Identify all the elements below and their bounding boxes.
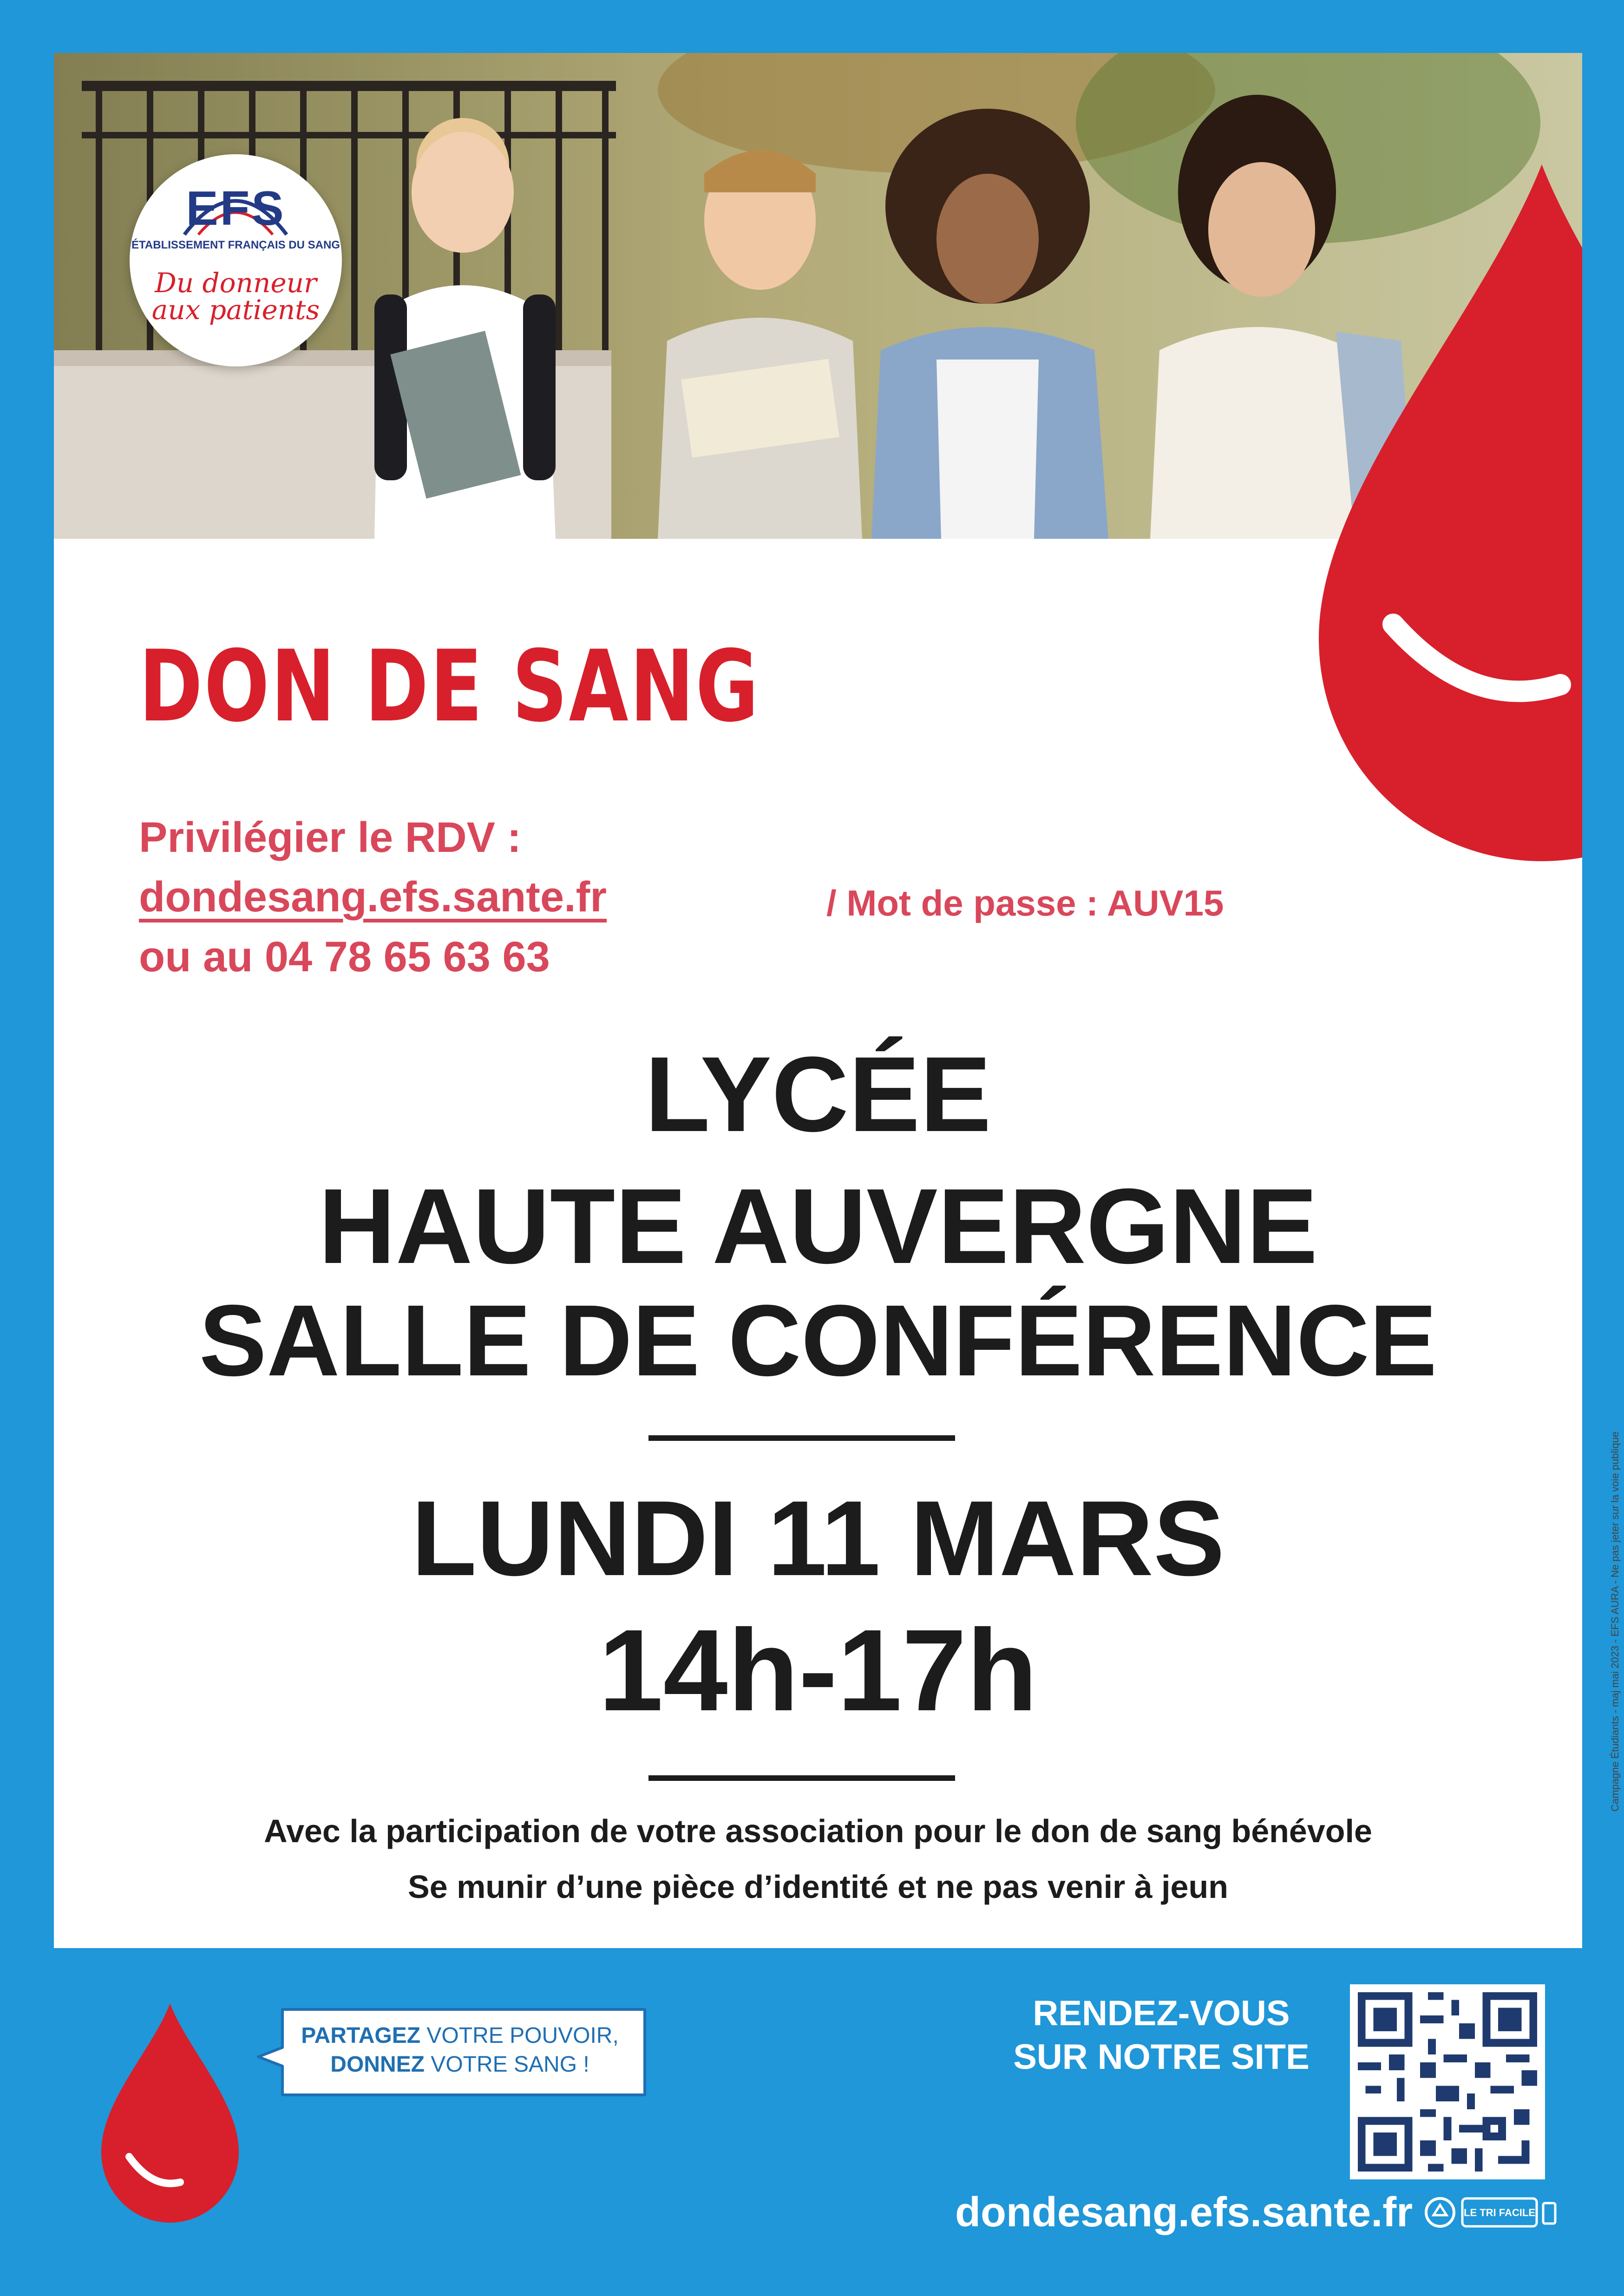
efs-logo bbox=[130, 154, 342, 366]
logo-tagline: Du donneur aux patients bbox=[151, 267, 320, 326]
speech-bubble-text bbox=[288, 2021, 632, 2079]
side-legal-text: Campagne Étudiants - maj mai 2023 - EFS AURA - Ne pas jeter sur la voie publique bbox=[1609, 1431, 1621, 1812]
cta-line-1: RENDEZ-VOUS bbox=[1033, 1994, 1290, 2033]
venue-line-2: HAUTE AUVERGNE bbox=[318, 1166, 1318, 1286]
venue-line-1: LYCÉE bbox=[645, 1034, 991, 1154]
event-time: 14h-17h bbox=[598, 1605, 1038, 1735]
white-panel bbox=[54, 53, 1582, 1948]
note-id: Se munir d’une pièce d’identité et ne pas venir à jeun bbox=[408, 1869, 1228, 1905]
cta-visit-site bbox=[999, 1992, 1324, 2079]
logo-full-name: ÉTABLISSEMENT FRANÇAIS DU SANG bbox=[131, 239, 340, 251]
divider bbox=[648, 1775, 955, 1781]
booking-phone: ou au 04 78 65 63 63 bbox=[139, 933, 550, 981]
recycling-icon bbox=[1423, 2195, 1558, 2230]
cta-line-2: SUR NOTRE SITE bbox=[1013, 2037, 1310, 2077]
qr-code-icon[interactable] bbox=[1350, 1984, 1545, 2179]
recycle-label: LE TRI FACILE bbox=[1464, 2207, 1535, 2218]
page-title: DON DE SANG bbox=[139, 629, 760, 744]
bubble-bold-2: DONNEZ bbox=[330, 2052, 425, 2077]
bubble-bold-1: PARTAGEZ bbox=[301, 2023, 421, 2048]
bubble-rest-1: VOTRE POUVOIR, bbox=[420, 2023, 619, 2048]
note-association: Avec la participation de votre association pour le don de sang bénévole bbox=[264, 1813, 1372, 1849]
divider bbox=[648, 1435, 955, 1441]
bubble-rest-2: VOTRE SANG ! bbox=[424, 2052, 589, 2077]
blood-drop-smile-icon bbox=[101, 2003, 239, 2223]
logo-efs-text: EFS bbox=[186, 182, 286, 235]
venue-line-3: SALLE DE CONFÉRENCE bbox=[199, 1284, 1437, 1397]
event-date: LUNDI 11 MARS bbox=[411, 1478, 1225, 1598]
booking-link[interactable]: dondesang.efs.sante.fr bbox=[139, 873, 607, 921]
website-link[interactable]: dondesang.efs.sante.fr bbox=[955, 2189, 1413, 2236]
booking-password: / Mot de passe : AUV15 bbox=[826, 883, 1224, 923]
booking-label: Privilégier le RDV : bbox=[139, 814, 522, 861]
blood-drop-smile-icon bbox=[1319, 164, 1582, 861]
